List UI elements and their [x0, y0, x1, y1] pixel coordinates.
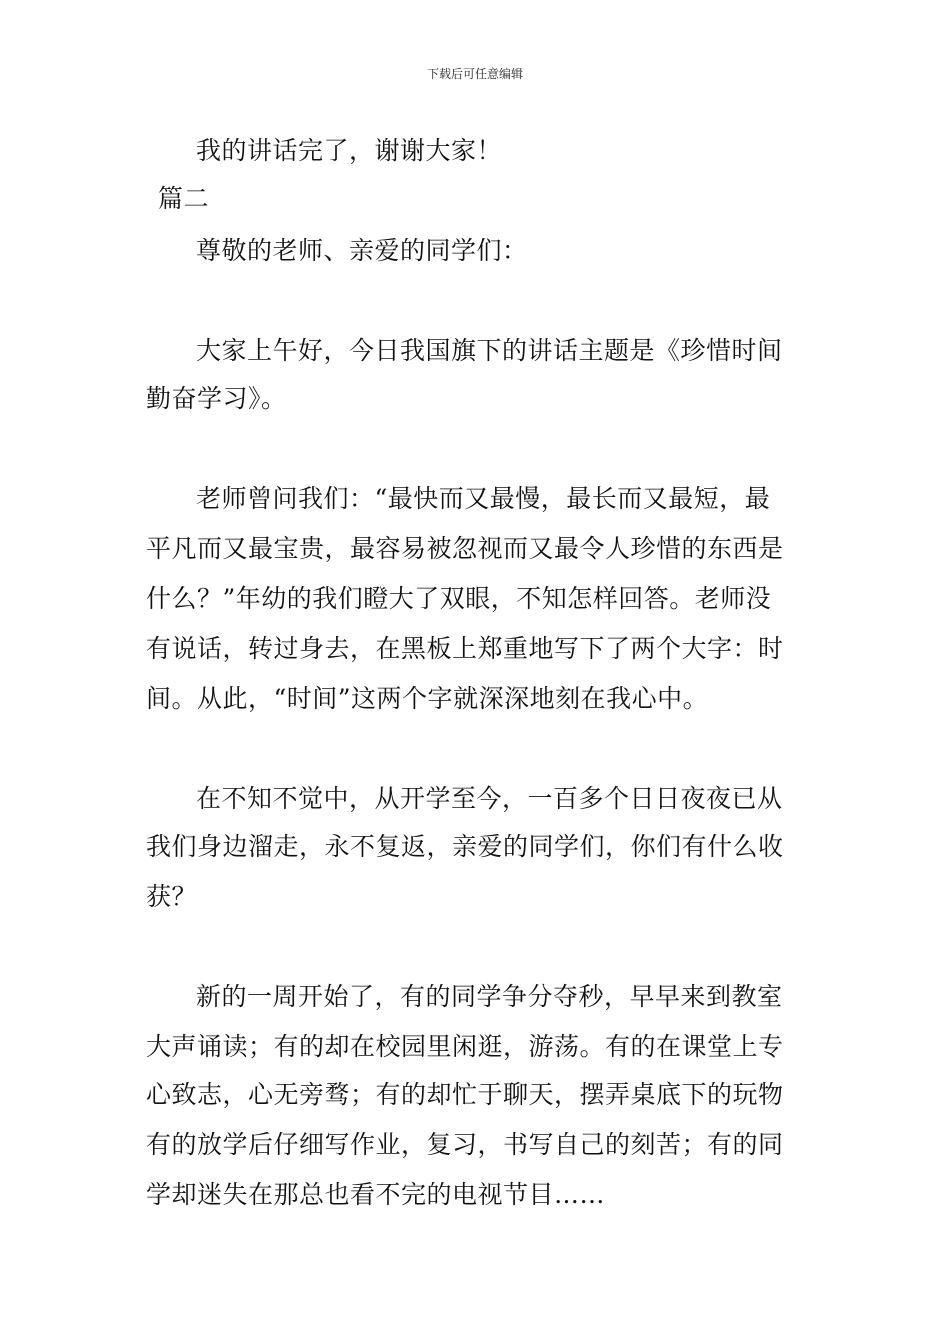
paragraph-line: 大声诵读；有的却在校园里闲逛，游荡。有的在课堂上专 — [146, 1032, 784, 1061]
paragraph-line: 大家上午好，今日我国旗下的讲话主题是《珍惜时间 — [196, 336, 783, 365]
paragraph-line: 间。从此，“时间”这两个字就深深地刻在我心中。 — [146, 684, 709, 713]
paragraph-line: 勤奋学习》。 — [146, 384, 287, 413]
paragraph-line: 老师曾问我们：“最快而又最慢，最长而又最短，最 — [196, 484, 771, 513]
paragraph-line: 什么？”年幼的我们瞪大了双眼，不知怎样回答。老师没 — [146, 584, 772, 613]
paragraph-line: 有的放学后仔细写作业，复习，书写自己的刻苦；有的同 — [146, 1130, 784, 1159]
greeting-line: 尊敬的老师、亲爱的同学们： — [196, 236, 528, 265]
paragraph-line: 平凡而又最宝贵，最容易被忽视而又最令人珍惜的东西是 — [146, 534, 784, 563]
section-title: 篇二 — [158, 184, 210, 213]
paragraph-line: 获？ — [146, 882, 198, 911]
page-header-note: 下载后可任意编辑 — [426, 67, 523, 81]
paragraph-line: 在不知不觉中，从开学至今，一百多个日日夜夜已从 — [196, 784, 783, 813]
paragraph-line: 有说话，转过身去，在黑板上郑重地写下了两个大字：时 — [146, 634, 784, 663]
paragraph-line: 新的一周开始了，有的同学争分夺秒，早早来到教室 — [196, 982, 783, 1011]
closing-line: 我的讲话完了，谢谢大家！ — [196, 136, 503, 165]
paragraph-line: 我们身边溜走，永不复返，亲爱的同学们，你们有什么收 — [146, 832, 784, 861]
paragraph-line: 学却迷失在那总也看不完的电视节目…… — [146, 1180, 606, 1209]
paragraph-line: 心致志，心无旁骛；有的却忙于聊天，摆弄桌底下的玩物 — [146, 1080, 784, 1109]
